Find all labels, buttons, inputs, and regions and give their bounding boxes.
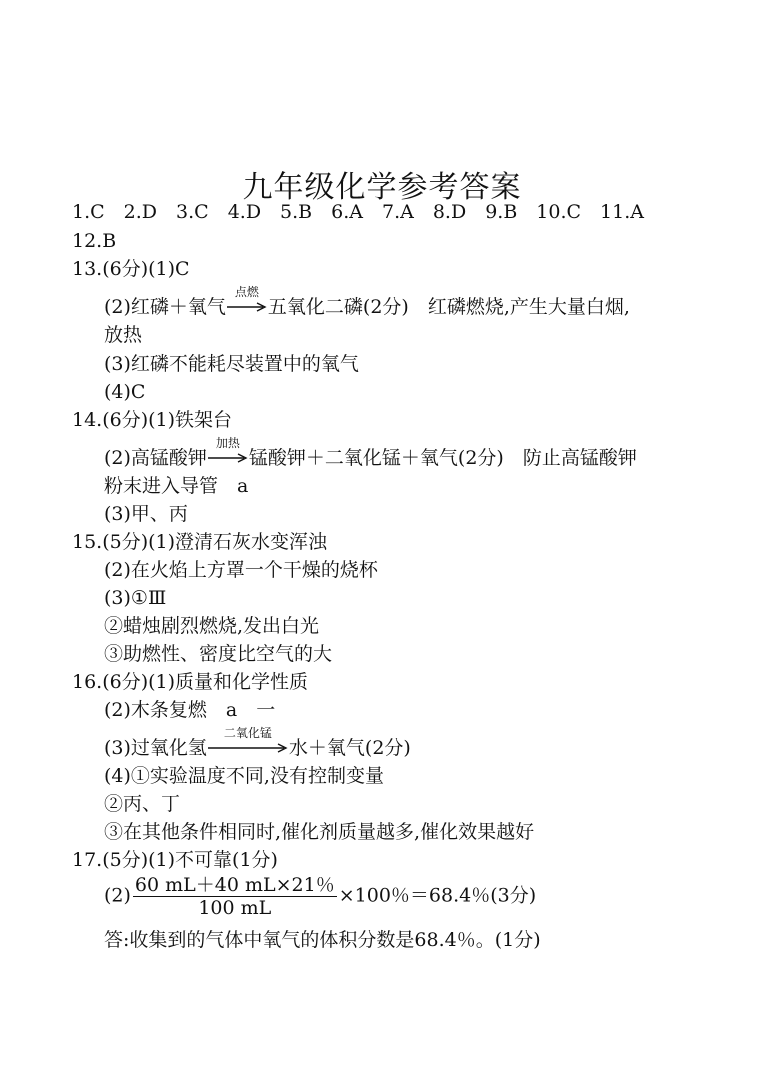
q16-heading: 16.(6分)(1)质量和化学性质 — [72, 671, 309, 693]
q14-part2 — [104, 436, 637, 470]
q14-heading: 14.(6分)(1)铁架台 — [72, 409, 233, 431]
page-title: 九年级化学参考答案 — [242, 170, 522, 205]
q13-part2-continued: 放热 — [104, 324, 143, 346]
q15-part3: (3)①Ⅲ — [104, 587, 167, 609]
q14-equation-reactants: (2)高锰酸钾 — [104, 447, 207, 469]
q13-equation-reactants: (2)红磷＋氧气 — [104, 296, 226, 318]
arrow-right-icon — [208, 742, 288, 754]
q16-reaction-arrow — [208, 726, 288, 754]
q13-part2 — [104, 285, 630, 319]
q17-heading: 17.(5分)(1)不可靠(1分) — [72, 849, 278, 871]
q16-part4: (4)①实验温度不同,没有控制变量 — [104, 765, 384, 787]
q16-part4-item2: ②丙、丁 — [104, 793, 181, 815]
q16-part2: (2)木条复燃 a 一 — [104, 699, 276, 721]
mc-answers-row-1: 1.C 2.D 3.C 4.D 5.B 6.A 7.A 8.D 9.B 10.C 11.A — [72, 201, 644, 223]
q15-part3-item3: ③助燃性、密度比空气的大 — [104, 643, 333, 665]
arrow-right-icon — [227, 301, 267, 313]
q16-reaction-condition: 二氧化锰 — [223, 726, 272, 740]
q17-calculation-result: ×100％＝68.4％(3分) — [338, 884, 537, 907]
q16-part3 — [104, 726, 411, 760]
q15-part2: (2)在火焰上方罩一个干燥的烧杯 — [104, 559, 378, 581]
q14-reaction-arrow — [208, 436, 248, 464]
q16-equation-reactants: (3)过氧化氢 — [104, 737, 207, 759]
q14-part3: (3)甲、丙 — [104, 503, 188, 525]
q13-part4: (4)C — [104, 381, 146, 403]
q13-part3: (3)红磷不能耗尽装置中的氧气 — [104, 353, 359, 375]
q16-part4-item3: ③在其他条件相同时,催化剂质量越多,催化效果越好 — [104, 821, 535, 843]
q14-equation-products: 锰酸钾＋二氧化锰＋氧气(2分) 防止高锰酸钾 — [248, 447, 637, 469]
q17-part2-label: (2) — [104, 884, 131, 907]
q14-reaction-condition: 加热 — [215, 436, 240, 450]
arrow-right-icon — [208, 452, 248, 464]
q17-fraction-denominator: 100 mL — [198, 897, 272, 919]
q13-equation-products: 五氧化二磷(2分) 红磷燃烧,产生大量白烟, — [267, 296, 630, 318]
q13-heading: 13.(6分)(1)C — [72, 258, 190, 280]
q17-fraction-numerator: 60 mL＋40 mL×21％ — [134, 874, 335, 896]
q17-answer: 答:收集到的气体中氧气的体积分数是68.4％。(1分) — [104, 929, 541, 951]
q13-reaction-condition: 点燃 — [234, 285, 259, 299]
q14-part2-continued: 粉末进入导管 a — [104, 475, 249, 497]
q16-equation-products: 水＋氧气(2分) — [288, 737, 411, 759]
q15-part3-item2: ②蜡烛剧烈燃烧,发出白光 — [104, 615, 320, 637]
q15-heading: 15.(5分)(1)澄清石灰水变浑浊 — [72, 531, 328, 553]
q13-reaction-arrow — [227, 285, 267, 313]
q17-part2 — [104, 874, 536, 919]
q17-fraction — [133, 874, 337, 919]
mc-answers-row-2: 12.B — [72, 230, 117, 252]
